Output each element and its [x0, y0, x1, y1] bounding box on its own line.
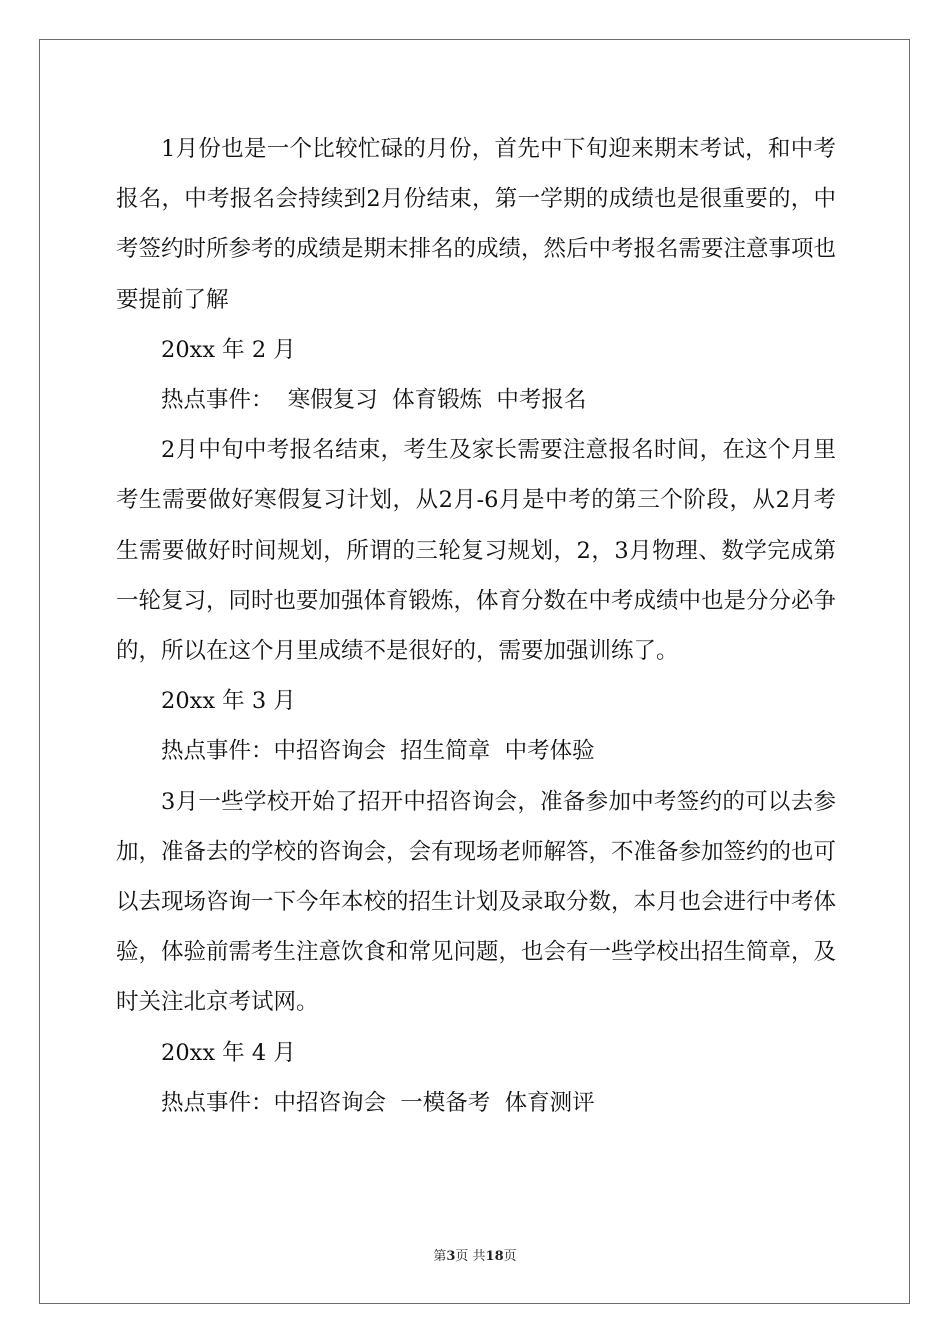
paragraph-january: 1月份也是一个比较忙碌的月份，首先中下旬迎来期末考试，和中考报名，中考报名会持续到2月份结束，第一学期的成绩也是很重要的，中考签约时所参考的成绩是期末排名的成绩，然后中考报名需要注意事项也要提前了解 — [116, 136, 837, 313]
document-body — [116, 124, 836, 1128]
hot-events-february: 热点事件： 寒假复习 体育锻炼 中考报名 — [161, 387, 587, 414]
footer-page-number: 3 — [446, 1249, 456, 1264]
heading-april: 20xx 年 4 月 — [161, 1039, 296, 1066]
hot-events-march: 热点事件：中招咨询会 招生简章 中考体验 — [161, 738, 595, 765]
heading-march: 20xx 年 3 月 — [161, 688, 296, 715]
page-footer — [0, 1245, 950, 1264]
footer-prefix: 第 — [433, 1249, 447, 1264]
footer-mid: 页 共 — [455, 1249, 486, 1264]
paragraph-march: 3月一些学校开始了招开中招咨询会，准备参加中考签约的可以去参加，准备去的学校的咨询会，会有现场老师解答，不准备参加签约的也可以去现场咨询一下今年本校的招生计划及录取分数，本月也会进行中考体验，体验前需考生注意饮食和常见问题，也会有一些学校出招生简章，及时关注北京考试网。 — [116, 788, 837, 1016]
heading-february: 20xx 年 2 月 — [161, 336, 296, 363]
footer-suffix: 页 — [503, 1249, 517, 1264]
footer-total-pages: 18 — [485, 1249, 504, 1264]
paragraph-february: 2月中旬中考报名结束，考生及家长需要注意报名时间，在这个月里考生需要做好寒假复习计划，从2月-6月是中考的第三个阶段，从2月考生需要做好时间规划，所谓的三轮复习规划，2，3月物理、数学完成第一轮复习，同时也要加强体育锻炼，体育分数在中考成绩中也是分分必争的，所以在这个月里成绩不是很好的，需要加强训练了。 — [116, 437, 837, 665]
hot-events-april: 热点事件：中招咨询会 一模备考 体育测评 — [161, 1089, 595, 1116]
